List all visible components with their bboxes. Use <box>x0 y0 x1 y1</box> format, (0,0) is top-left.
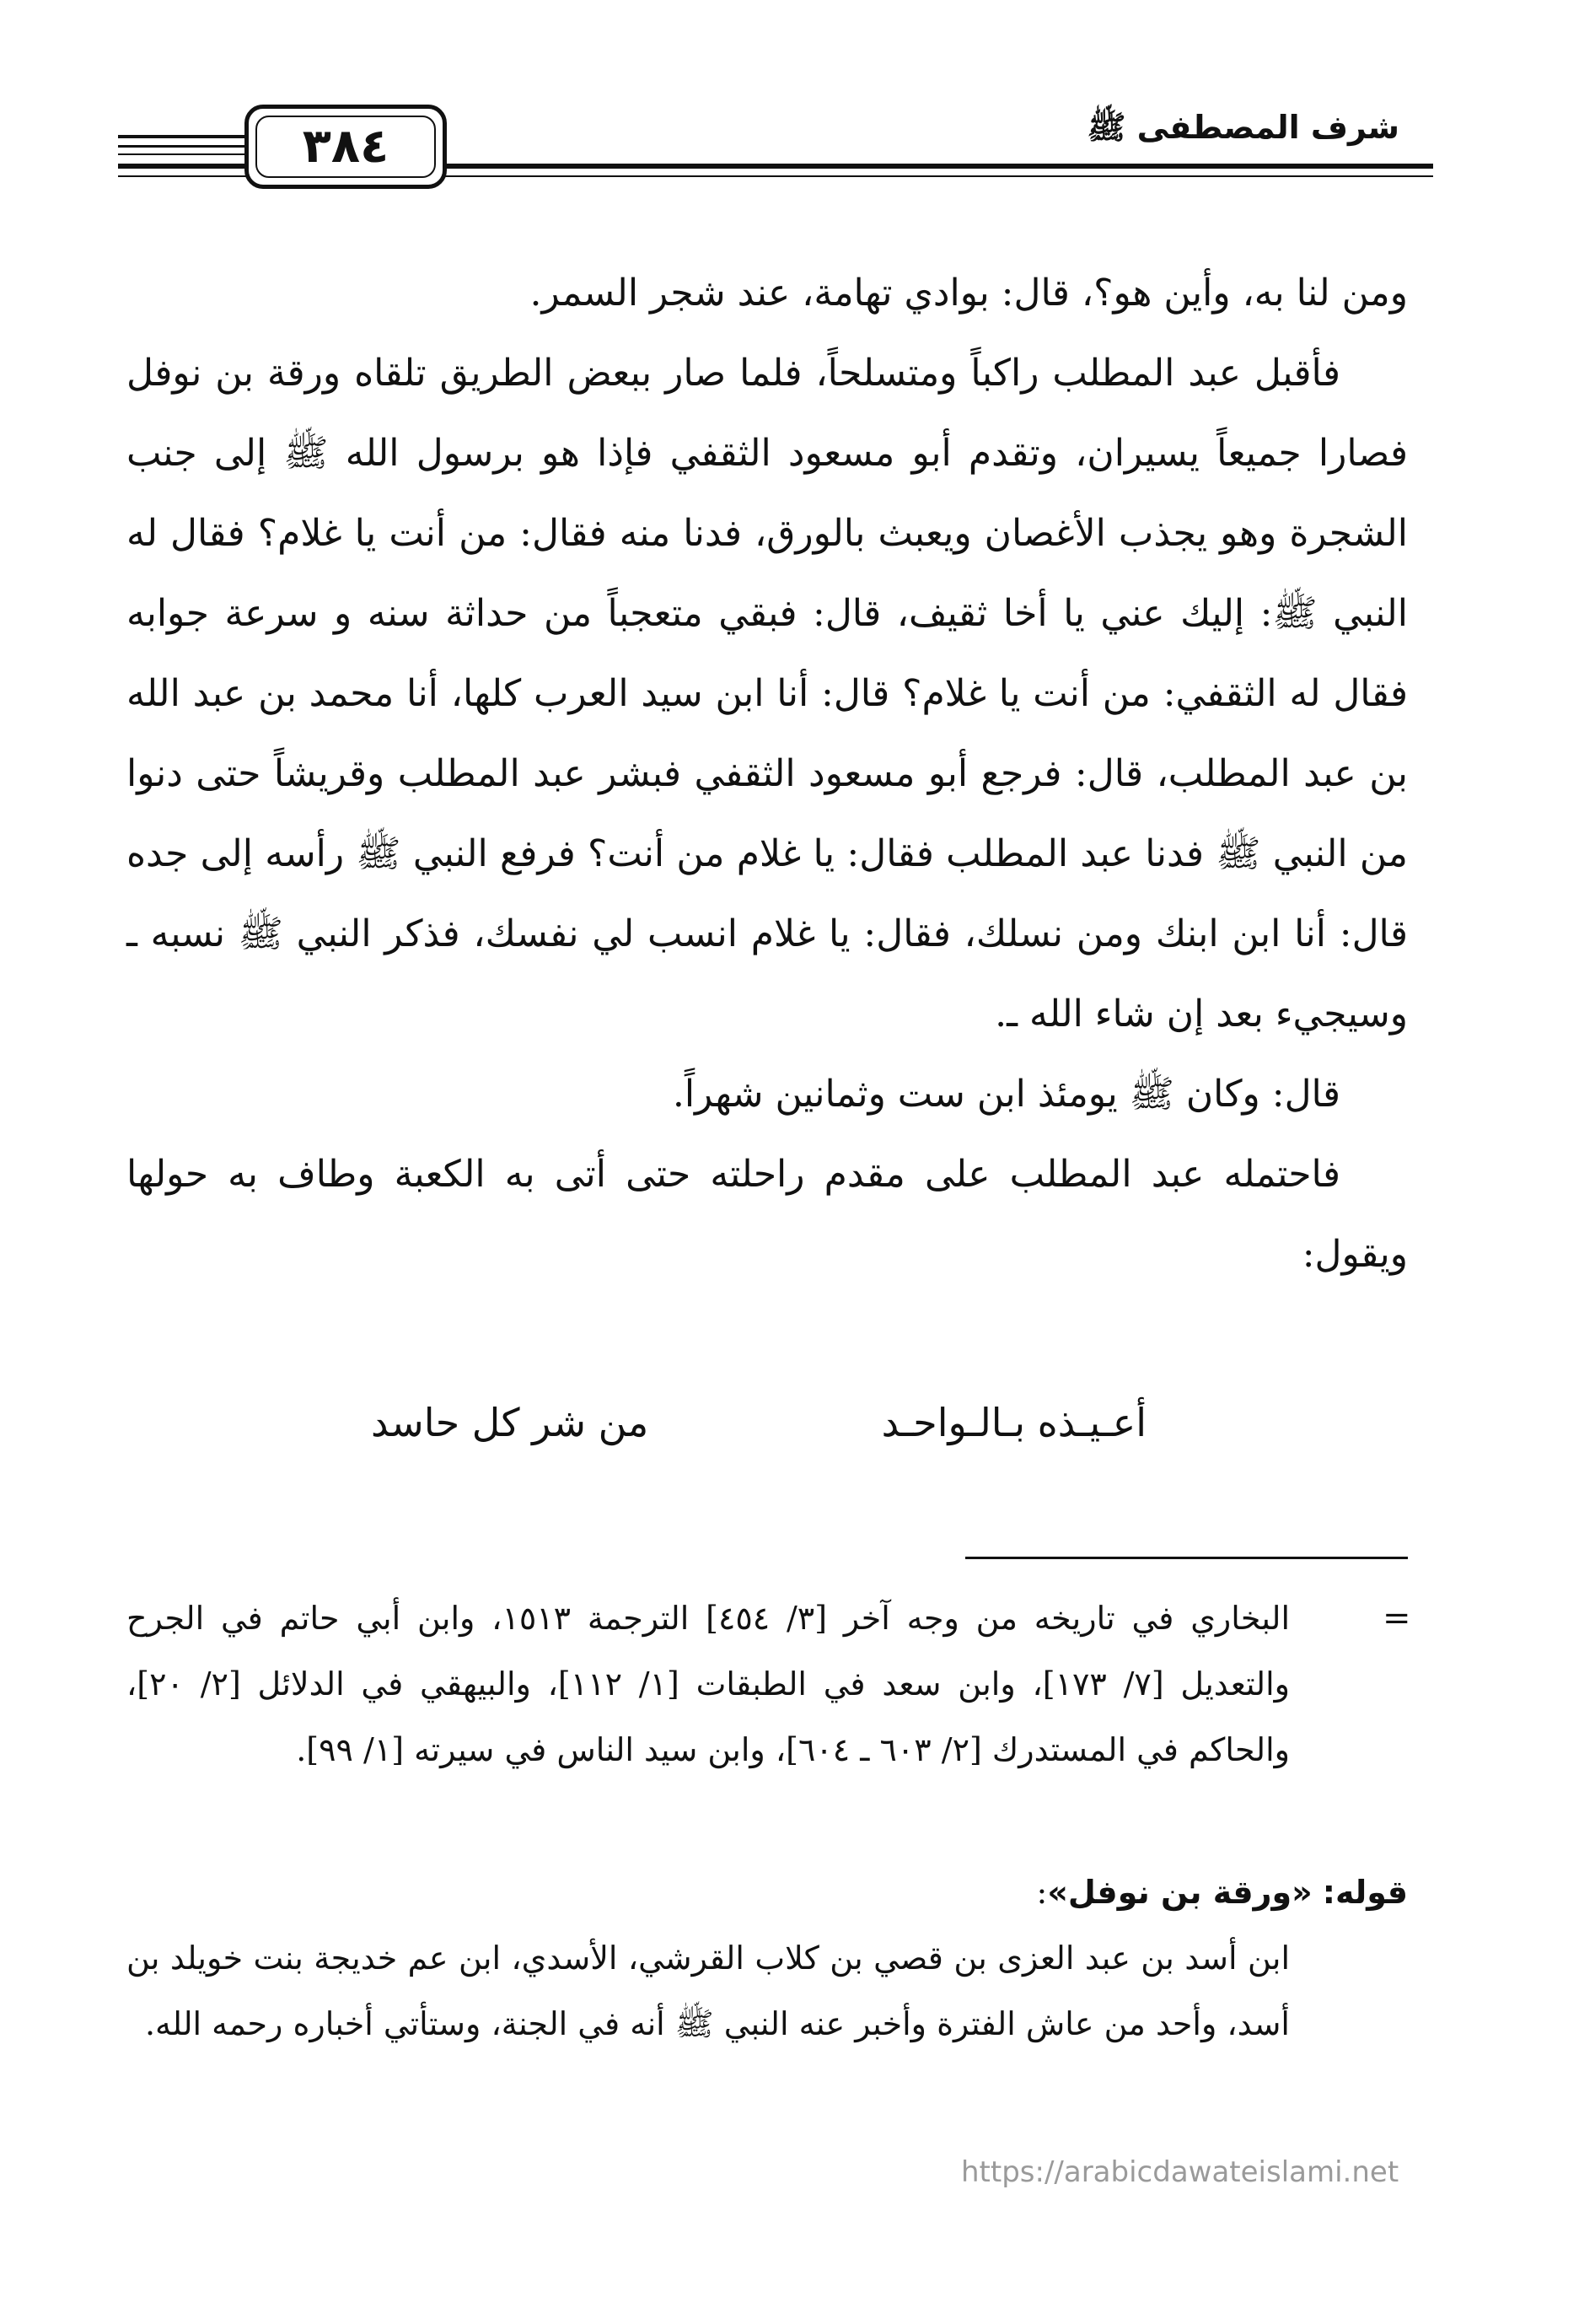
footnote-continuation-marker: = <box>1383 1599 1411 1638</box>
page-number: ٣٨٤ <box>302 119 389 174</box>
verse-first-hemistich: أعـيـذه بـالـواحـد <box>881 1400 1147 1445</box>
commentary-paragraph: ابن أسد بن عبد العزى بن قصي بن كلاب القرشي، الأسدي، ابن عم خديجة بنت خويلد بن أسد، وأحد من عاش الفترة وأخبر عنه النبي ﷺ أنه في الجنة، وستأتي أخباره رحمه الله. <box>126 1939 1290 2042</box>
paragraph: فأقبل عبد المطلب راكباً ومتسلحاً، فلما صار ببعض الطريق تلقاه ورقة بن نوفل فصارا جميعاً يسيران، وتقدم أبو مسعود الثقفي فإذا هو برسول الله ﷺ إلى جنب الشجرة وهو يجذب الأغصان ويعبث بالورق، فدنا منه فقال: من أنت يا غلام؟ فقال له النبي ﷺ: إليك عني يا أخا ثقيف، قال: فبقي متعجباً من حداثة سنه و سرعة جوابه فقال له الثقفي: من أنت يا غلام؟ قال: أنا ابن سيد العرب كلها، أنا محمد بن عبد الله بن عبد المطلب، قال: فرجع أبو مسعود الثقفي فبشر عبد المطلب وقريشاً حتى دنوا من النبي ﷺ فدنا عبد المطلب فقال: يا غلام من أنت؟ فرفع النبي ﷺ رأسه إلى جده قال: أنا ابن ابنك ومن نسلك، فقال: يا غلام انسب لي نفسك، فذكر النبي ﷺ نسبه ـ وسيجيء بعد إن شاء الله ـ. <box>126 352 1408 1036</box>
header-rule-left <box>118 135 244 138</box>
commentary-term: «ورقة بن نوفل» <box>1047 1874 1313 1911</box>
running-title: شرف المصطفى ﷺ <box>1087 109 1399 146</box>
verse-line <box>126 1400 1408 1476</box>
footnote-separator <box>965 1557 1408 1559</box>
header-rule-left <box>118 153 244 155</box>
paragraph: ومن لنا به، وأين هو؟، قال: بوادي تهامة، عند شجر السمر. <box>529 272 1408 315</box>
commentary-colon: : <box>1036 1874 1048 1911</box>
page-header <box>118 101 1433 211</box>
paragraph: فاحتمله عبد المطلب على مقدم راحلته حتى أتى به الكعبة وطاف به حولها ويقول: <box>126 1153 1408 1276</box>
watermark-url: https://arabicdawateislami.net <box>961 2155 1399 2189</box>
page-number-frame <box>244 105 447 189</box>
paragraph: قال: وكان ﷺ يومئذ ابن ست وثمانين شهراً. <box>672 1073 1340 1116</box>
verse-second-hemistich: من شر كل حاسد <box>371 1400 649 1445</box>
header-rule-left <box>118 145 244 148</box>
main-text <box>126 253 1408 1294</box>
footnote-text <box>126 1585 1290 1783</box>
commentary-label: قوله: <box>1322 1874 1408 1911</box>
commentary-text <box>126 1925 1290 2057</box>
commentary-heading <box>126 1859 1408 1925</box>
footnote-paragraph: البخاري في تاريخه من وجه آخر [٣/ ٤٥٤] الترجمة ١٥١٣، وابن أبي حاتم في الجرح والتعديل [٧/ ١٧٣]، وابن سعد في الطبقات [١/ ١١٢]، والبيهقي في الدلائل [٢/ ٢٠]، والحاكم في المستدرك [٢/ ٦٠٣ ـ ٦٠٤]، وابن سيد الناس في سيرته [١/ ٩٩]. <box>126 1600 1291 1768</box>
